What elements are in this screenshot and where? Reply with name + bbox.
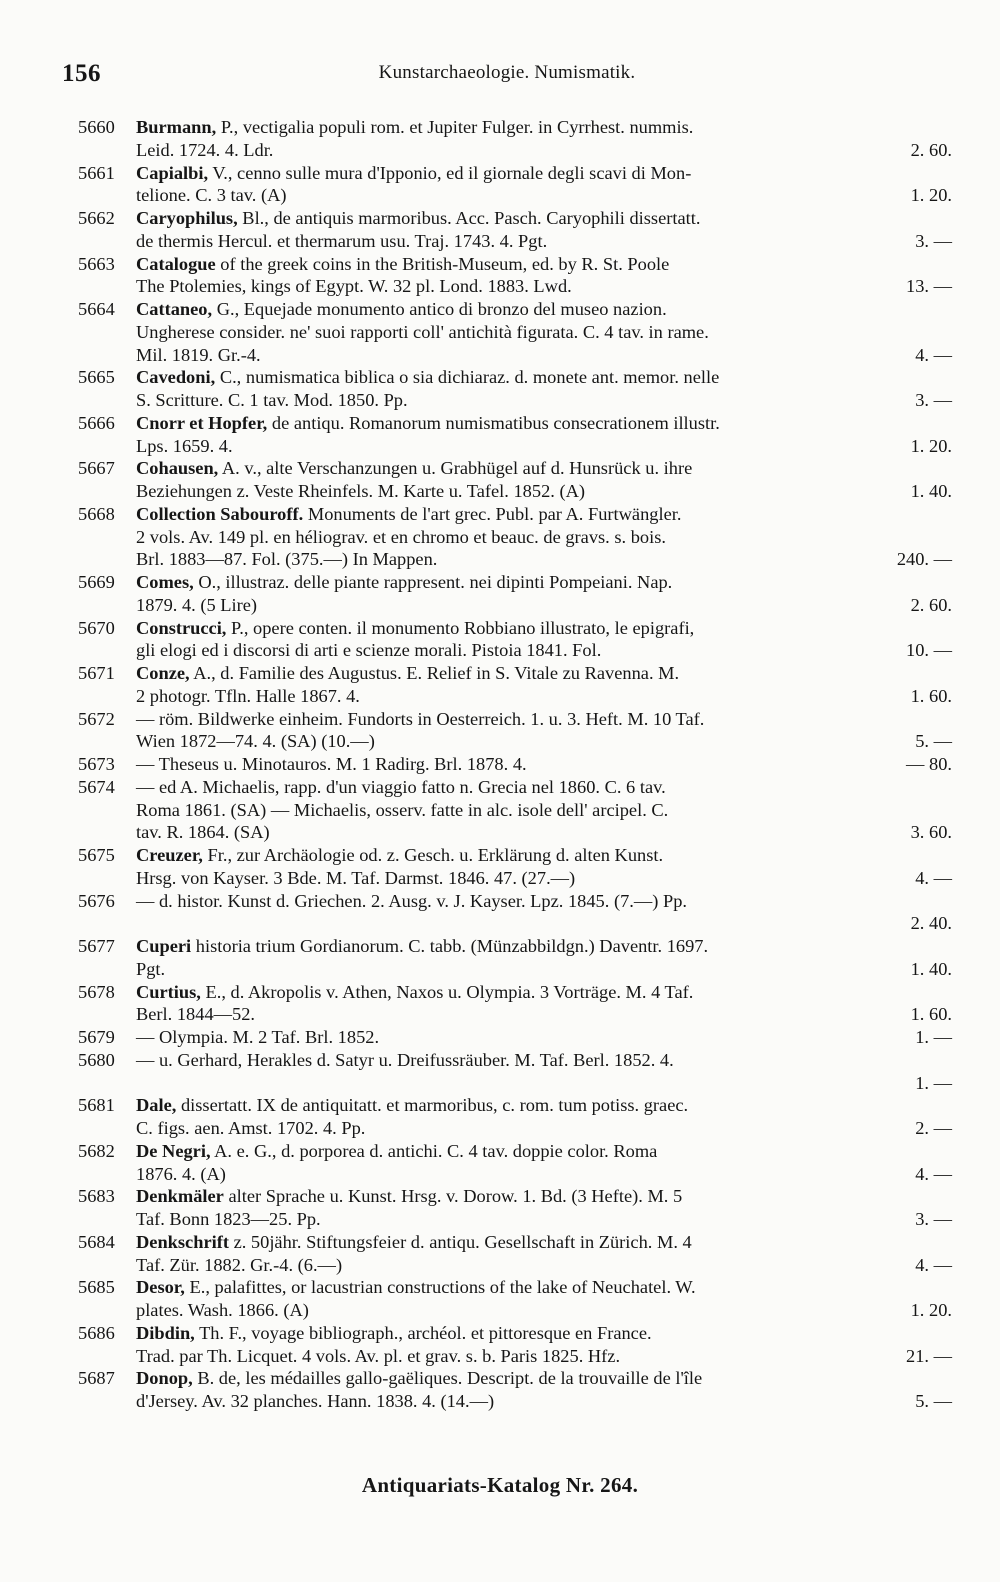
entry-text: Th. F., voyage bibliograph., archéol. et pittoresque en France. (199, 1322, 652, 1343)
entry-line (78, 1072, 952, 1095)
entry-line (78, 321, 952, 344)
entry-text: C. figs. aen. Amst. 1702. 4. Pp. (136, 1118, 366, 1138)
entry-number: 5676 (78, 890, 115, 911)
entry-price: 1. 20. (910, 435, 952, 456)
entry-line (78, 1094, 952, 1117)
entry-line (78, 844, 952, 867)
entry-author: Burmann, (136, 117, 217, 137)
catalog-entry (78, 617, 952, 663)
entry-line (78, 1345, 952, 1368)
entry-line (78, 480, 952, 503)
catalog-entry (78, 457, 952, 503)
entry-line (78, 958, 952, 981)
entry-text: 2 vols. Av. 149 pl. en héliograv. et en chromo et beauc. de gravs. s. bois. (136, 526, 666, 547)
entry-text: — d. histor. Kunst d. Griechen. 2. Ausg. v. J. Kayser. Lpz. 1845. (7.—) Pp. (136, 890, 687, 911)
entry-line (78, 116, 952, 139)
entry-line (78, 912, 952, 935)
entry-text: Leid. 1724. 4. Ldr. (136, 139, 274, 160)
entry-text: Taf. Zür. 1882. Gr.-4. (6.—) (136, 1254, 343, 1275)
entry-line (78, 1117, 952, 1140)
entry-line (78, 799, 952, 822)
catalog-entry (78, 1049, 952, 1095)
entry-line (78, 298, 952, 321)
entry-price: 1. 60. (910, 685, 952, 706)
entry-line (78, 457, 952, 480)
entry-price: 2. 60. (910, 139, 952, 160)
entry-author: Conze, (136, 663, 190, 683)
entry-author: Capialbi, (136, 162, 209, 183)
entry-line (78, 1185, 952, 1208)
entry-number: 5673 (78, 754, 115, 774)
catalog-entry (78, 207, 952, 253)
catalog-entry (78, 1367, 952, 1413)
entry-line (78, 571, 952, 594)
entry-author: Comes, (136, 572, 194, 592)
page-header (62, 60, 952, 90)
entry-price: 1. 40. (910, 958, 952, 979)
entry-line (78, 776, 952, 799)
entry-number: 5671 (78, 663, 115, 683)
entry-text: historia trium Gordianorum. C. tabb. (Münzabbildgn.) Daventr. 1697. (195, 936, 709, 956)
entry-line (78, 662, 952, 685)
entry-line (78, 1208, 952, 1231)
entry-author: Cohausen, (136, 458, 219, 479)
entry-author: Catalogue (136, 253, 216, 274)
entry-line (78, 1276, 952, 1299)
entry-price: 1. — (915, 1027, 952, 1047)
entry-line (78, 1390, 952, 1413)
entry-price: 10. — (906, 640, 952, 661)
entry-text: A. e. G., d. porporea d. antichi. C. 4 tav. doppie color. Roma (214, 1140, 658, 1161)
running-head: Kunstarchaeologie. Numismatik. (378, 62, 636, 83)
entry-line (78, 503, 952, 526)
catalog-entry (78, 116, 952, 162)
entry-text: tav. R. 1864. (SA) (136, 822, 270, 843)
entry-author: Dale, (136, 1095, 177, 1116)
entry-line (78, 1163, 952, 1186)
entry-price: 1. 40. (910, 481, 952, 501)
entry-line (78, 890, 952, 913)
catalog-entry (78, 571, 952, 617)
entry-line (78, 1026, 952, 1049)
entry-text: de antiqu. Romanorum numismatibus consecrationem illustr. (271, 412, 720, 433)
entry-text: B. de, les médailles gallo-gaëliques. Descript. de la trouvaille de l'île (197, 1368, 703, 1389)
entry-line (78, 184, 952, 207)
entry-number: 5682 (78, 1140, 115, 1161)
entry-line (78, 1140, 952, 1163)
entry-author: Creuzer, (136, 845, 203, 865)
entry-line (78, 1049, 952, 1072)
entry-text: Hrsg. von Kayser. 3 Bde. M. Taf. Darmst. 1846. 47. (27.—) (136, 867, 576, 888)
catalog-entry (78, 1231, 952, 1277)
entry-author: Construcci, (136, 617, 227, 638)
catalog-entry (78, 412, 952, 458)
entry-text: Bl., de antiquis marmoribus. Acc. Pasch. Caryophili dissertatt. (242, 208, 701, 228)
entry-text: Lps. 1659. 4. (136, 435, 233, 456)
entry-text: E., d. Akropolis v. Athen, Naxos u. Olympia. 3 Vorträge. M. 4 Taf. (205, 981, 694, 1002)
entry-text: The Ptolemies, kings of Egypt. W. 32 pl. Lond. 1883. Lwd. (136, 276, 572, 297)
entry-price: 5. — (915, 731, 952, 752)
entry-text: Trad. par Th. Licquet. 4 vols. Av. pl. et grav. s. b. Paris 1825. Hfz. (136, 1345, 621, 1366)
entry-line (78, 708, 952, 731)
catalog-entry (78, 1026, 952, 1049)
entry-number: 5681 (78, 1095, 115, 1116)
entry-line (78, 435, 952, 458)
entry-number: 5670 (78, 617, 115, 638)
entry-line (78, 594, 952, 617)
catalog-entry (78, 662, 952, 708)
entry-price: — 80. (906, 754, 952, 774)
entry-text: d'Jersey. Av. 32 planches. Hann. 1838. 4. (14.—) (136, 1391, 495, 1411)
entry-author: Dibdin, (136, 1322, 195, 1343)
entry-number: 5663 (78, 253, 115, 274)
catalog-entry (78, 776, 952, 844)
catalog-entry (78, 890, 952, 936)
entry-number: 5669 (78, 572, 115, 592)
entry-author: Desor, (136, 1277, 185, 1298)
entry-price: 2. — (915, 1118, 952, 1138)
entry-price: 4. — (915, 867, 952, 888)
entry-author: Collection Sabouroff. (136, 503, 304, 524)
entry-text: Taf. Bonn 1823—25. Pp. (136, 1209, 321, 1229)
entry-number: 5661 (78, 162, 115, 183)
entry-text: Monuments de l'art grec. Publ. par A. Furtwängler. (307, 503, 682, 524)
entry-price: 1. 60. (910, 1004, 952, 1025)
entry-text: A., d. Familie des Augustus. E. Relief in S. Vitale zu Ravenna. M. (193, 663, 680, 683)
entry-number: 5667 (78, 458, 115, 479)
catalog-entry (78, 366, 952, 412)
entry-number: 5675 (78, 845, 115, 865)
entry-line (78, 753, 952, 776)
entry-number: 5674 (78, 776, 115, 797)
entry-number: 5680 (78, 1049, 115, 1070)
entry-number: 5660 (78, 117, 115, 137)
entry-author: Caryophilus, (136, 208, 238, 228)
catalog-entry (78, 1140, 952, 1186)
entry-price: 3. — (915, 390, 952, 410)
entry-number: 5687 (78, 1368, 115, 1389)
entry-number: 5665 (78, 367, 115, 388)
entry-author: Denkmäler (136, 1186, 224, 1207)
entry-text: P., vectigalia populi rom. et Jupiter Fulger. in Cyrrhest. nummis. (220, 117, 694, 137)
catalog-entries (78, 116, 952, 1413)
entry-number: 5679 (78, 1027, 115, 1047)
entry-text: — u. Gerhard, Herakles d. Satyr u. Dreifussräuber. M. Taf. Berl. 1852. 4. (136, 1049, 674, 1070)
entry-text: telione. C. 3 tav. (A) (136, 185, 287, 206)
entry-text: 1876. 4. (A) (136, 1163, 226, 1184)
entry-price: 3. 60. (910, 822, 952, 843)
entry-price: 2. 60. (910, 594, 952, 615)
entry-text: 1879. 4. (5 Lire) (136, 594, 258, 615)
catalog-entry (78, 162, 952, 208)
entry-line (78, 867, 952, 890)
entry-number: 5677 (78, 936, 115, 956)
catalog-entry (78, 1185, 952, 1231)
entry-number: 5686 (78, 1322, 115, 1343)
catalog-entry (78, 298, 952, 366)
entry-text: — Theseus u. Minotauros. M. 1 Radirg. Brl. 1878. 4. (136, 754, 527, 774)
entry-text: C., numismatica biblica o sia dichiaraz. d. monete ant. memor. nelle (219, 367, 720, 388)
entry-price: 3. — (915, 1209, 952, 1229)
entry-text: Wien 1872—74. 4. (SA) (10.—) (136, 731, 375, 752)
entry-text: V., cenno sulle mura d'Ipponio, ed il giornale degli scavi di Mon- (212, 162, 692, 183)
entry-text: z. 50jähr. Stiftungsfeier d. antiqu. Gesellschaft in Zürich. M. 4 (233, 1231, 692, 1252)
entry-number: 5672 (78, 708, 115, 729)
entry-author: Donop, (136, 1368, 193, 1389)
entry-line (78, 389, 952, 412)
entry-text: Ungherese consider. ne' suoi rapporti coll' antichità figurata. C. 4 tav. in rame. (136, 321, 709, 342)
entry-author: Cattaneo, (136, 299, 213, 319)
entry-text: P., opere conten. il monumento Robbiano illustrato, le epigrafi, (231, 617, 695, 638)
entry-author: Cuperi (136, 936, 192, 956)
entry-text: of the greek coins in the British-Museum, ed. by R. St. Poole (220, 253, 670, 274)
entry-number: 5666 (78, 412, 115, 433)
entry-number: 5678 (78, 981, 115, 1002)
entry-text: 2 photogr. Tfln. Halle 1867. 4. (136, 685, 360, 706)
entry-line (78, 253, 952, 276)
page-number: 156 (62, 60, 101, 87)
entry-price: 1. 20. (910, 1300, 952, 1320)
entry-price: 240. — (896, 549, 952, 570)
entry-number: 5684 (78, 1231, 115, 1252)
entry-line (78, 685, 952, 708)
entry-text: alter Sprache u. Kunst. Hrsg. v. Dorow. 1. Bd. (3 Hefte). M. 5 (228, 1186, 683, 1207)
entry-text: S. Scritture. C. 1 tav. Mod. 1850. Pp. (136, 390, 408, 410)
entry-price: 21. — (906, 1345, 952, 1366)
entry-text: Pgt. (136, 958, 166, 979)
entry-line (78, 526, 952, 549)
entry-line (78, 821, 952, 844)
entry-price: 4. — (915, 344, 952, 365)
entry-line (78, 1003, 952, 1026)
catalog-entry (78, 1322, 952, 1368)
entry-text: — Olympia. M. 2 Taf. Brl. 1852. (136, 1027, 380, 1047)
catalog-entry (78, 1276, 952, 1322)
catalog-footer: Antiquariats-Katalog Nr. 264. (361, 1473, 639, 1497)
entry-text: gli elogi ed i discorsi di arti e scienze morali. Pistoia 1841. Fol. (136, 640, 602, 661)
entry-text: Fr., zur Archäologie od. z. Gesch. u. Erklärung d. alten Kunst. (207, 845, 664, 865)
entry-author: De Negri, (136, 1140, 211, 1161)
entry-line (78, 1322, 952, 1345)
entry-line (78, 139, 952, 162)
entry-text: A. v., alte Verschanzungen u. Grabhügel auf d. Hunsrück u. ihre (221, 458, 693, 479)
entry-author: Curtius, (136, 981, 201, 1002)
entry-line (78, 730, 952, 753)
entry-text: Mil. 1819. Gr.-4. (136, 344, 261, 365)
entry-line (78, 162, 952, 185)
entry-line (78, 230, 952, 253)
entry-text: de thermis Hercul. et thermarum usu. Traj. 1743. 4. Pgt. (136, 230, 548, 251)
catalog-entry (78, 844, 952, 890)
entry-price: 4. — (915, 1163, 952, 1184)
entry-text: Roma 1861. (SA) — Michaelis, osserv. fatte in alc. isole dell' arcipel. C. (136, 799, 669, 820)
entry-line (78, 617, 952, 640)
entry-text: Brl. 1883—87. Fol. (375.—) In Mappen. (136, 549, 438, 570)
entry-price: 4. — (915, 1254, 952, 1275)
entry-line (78, 1367, 952, 1390)
entry-text: Beziehungen z. Veste Rheinfels. M. Karte u. Tafel. 1852. (A) (136, 481, 585, 501)
entry-line (78, 1231, 952, 1254)
entry-text: dissertatt. IX de antiquitatt. et marmoribus, c. rom. tum potiss. graec. (180, 1095, 689, 1116)
entry-line (78, 412, 952, 435)
entry-line (78, 344, 952, 367)
entry-price: 5. — (915, 1391, 952, 1411)
entry-text: Berl. 1844—52. (136, 1004, 256, 1025)
entry-line (78, 548, 952, 571)
entry-author: Denkschrift (136, 1231, 229, 1252)
entry-author: Cavedoni, (136, 367, 216, 388)
catalog-entry (78, 503, 952, 571)
entry-text: — ed A. Michaelis, rapp. d'un viaggio fatto n. Grecia nel 1860. C. 6 tav. (136, 776, 666, 797)
entry-price: 2. 40. (910, 913, 952, 934)
catalog-entry (78, 935, 952, 981)
entry-line (78, 207, 952, 230)
catalog-entry (78, 753, 952, 776)
entry-number: 5662 (78, 208, 115, 228)
entry-number: 5668 (78, 503, 115, 524)
catalog-entry (78, 253, 952, 299)
entry-text: G., Equejade monumento antico di bronzo del museo nazion. (216, 299, 667, 319)
entry-number: 5664 (78, 299, 115, 319)
entry-text: — röm. Bildwerke einheim. Fundorts in Oesterreich. 1. u. 3. Heft. M. 10 Taf. (136, 708, 705, 729)
entry-price: 13. — (906, 276, 952, 297)
catalog-entry (78, 1094, 952, 1140)
entry-text: O., illustraz. delle piante rappresent. nei dipinti Pompeiani. Nap. (198, 572, 673, 592)
entry-line (78, 639, 952, 662)
catalog-entry (78, 708, 952, 754)
entry-line (78, 366, 952, 389)
entry-line (78, 1254, 952, 1277)
entry-author: Cnorr et Hopfer, (136, 412, 268, 433)
entry-text: plates. Wash. 1866. (A) (136, 1300, 309, 1320)
entry-price: 1. — (915, 1072, 952, 1093)
entry-number: 5683 (78, 1186, 115, 1207)
entry-text: E., palafittes, or lacustrian constructions of the lake of Neuchatel. W. (189, 1277, 696, 1298)
entry-price: 3. — (915, 230, 952, 251)
entry-line (78, 275, 952, 298)
entry-line (78, 1299, 952, 1322)
catalog-entry (78, 981, 952, 1027)
entry-price: 1. 20. (910, 185, 952, 206)
entry-line (78, 935, 952, 958)
entry-line (78, 981, 952, 1004)
entry-number: 5685 (78, 1277, 115, 1298)
